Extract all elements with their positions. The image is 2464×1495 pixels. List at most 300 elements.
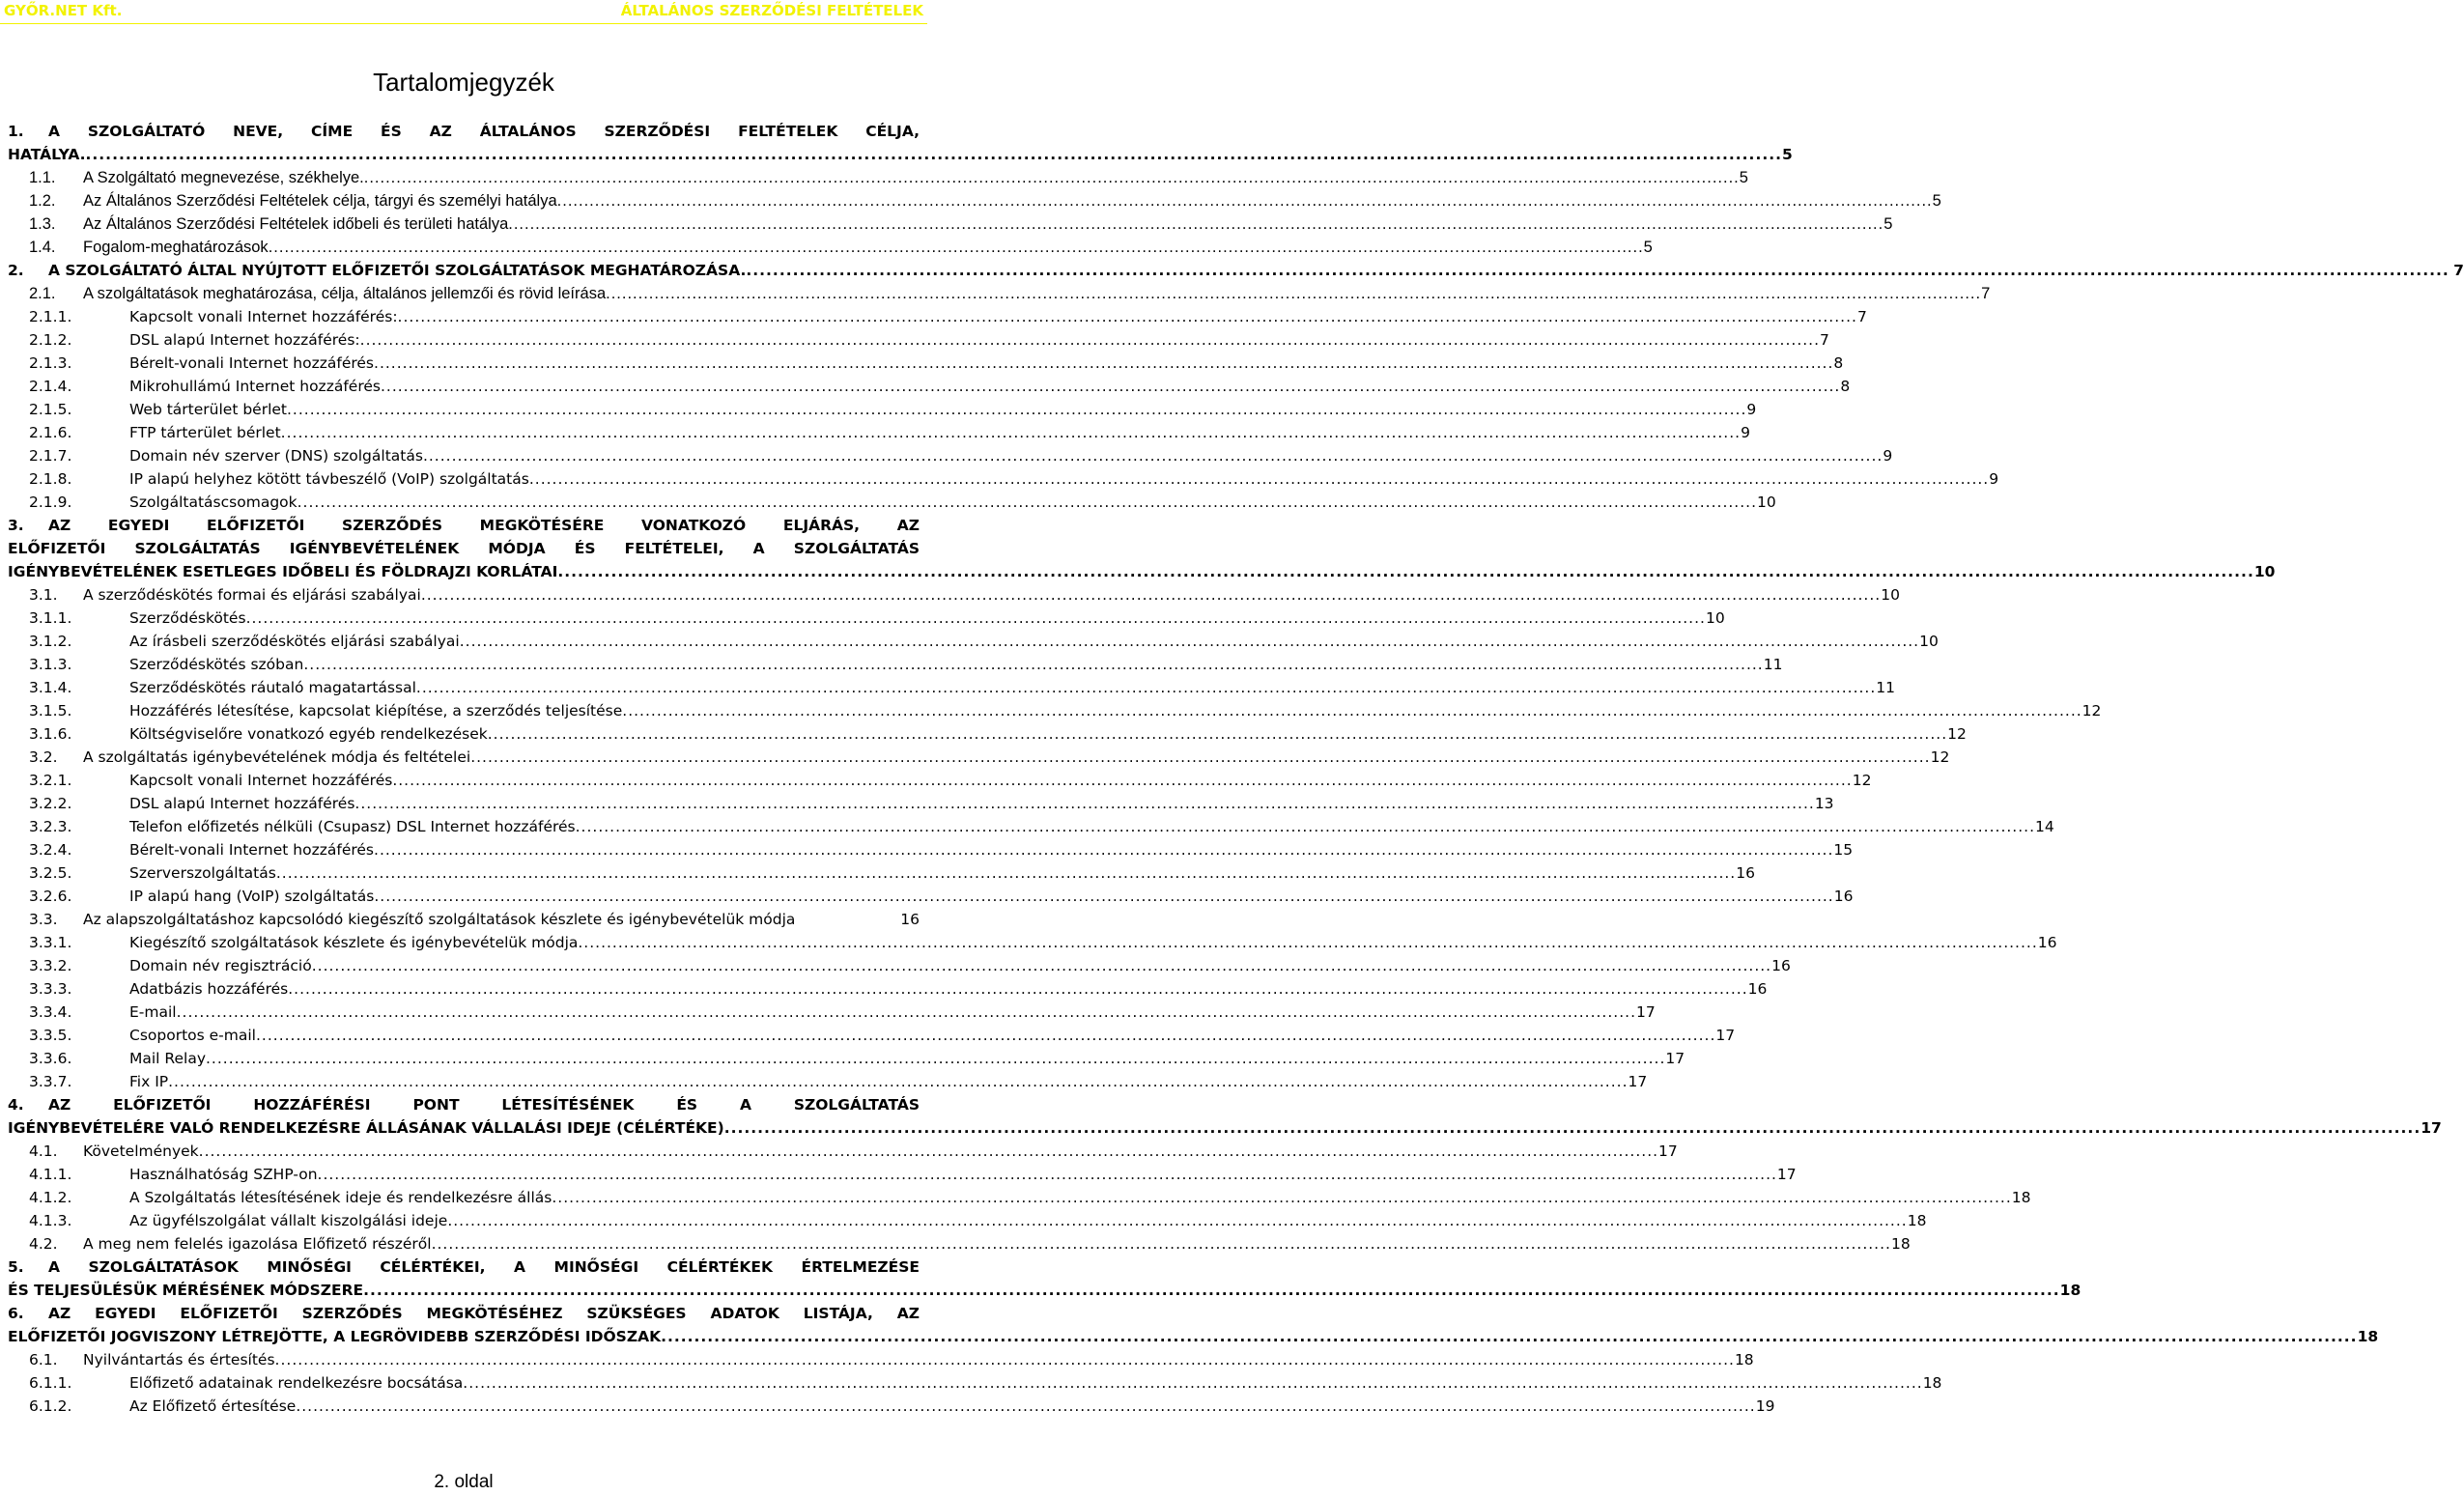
toc-entry-number: 4.1.2. [29, 1189, 72, 1206]
toc-entry[interactable] [8, 236, 1653, 259]
toc-entry[interactable] [8, 699, 2102, 722]
toc-entry[interactable] [8, 1024, 1736, 1047]
toc-entry-text: Bérelt-vonali Internet hozzáférés [129, 354, 375, 372]
toc-entry-text: Bérelt-vonali Internet hozzáférés [129, 841, 375, 859]
toc-leader-dots [622, 699, 2082, 722]
toc-leader-dots [381, 375, 1840, 398]
toc-entry-line [8, 1279, 2082, 1302]
toc-entry[interactable] [8, 444, 1893, 467]
toc-entry-number: 3.1.3. [29, 656, 72, 673]
toc-entry-line [8, 1001, 1656, 1024]
toc-entry-line [8, 143, 1793, 166]
toc-leader-dots [354, 792, 1814, 815]
toc-entry[interactable] [8, 1232, 1911, 1255]
toc-entry-line [8, 1186, 2031, 1209]
toc-leader-dots [488, 722, 1947, 746]
toc-page-number: 12 [1947, 725, 1967, 743]
toc-entry[interactable] [8, 1140, 1678, 1163]
toc-leader-dots [557, 189, 1933, 212]
toc-page-number: 5 [1782, 146, 1793, 163]
toc-page-number: 17 [1715, 1027, 1736, 1044]
toc-entry-number: 2.1. [29, 285, 56, 302]
toc-leader-dots [398, 305, 1857, 328]
toc-page-number: 7 [1856, 308, 1867, 325]
toc-entry[interactable] [8, 792, 1834, 815]
toc-entry-number: 3.3.2. [29, 957, 72, 974]
toc-entry[interactable] [8, 1163, 1797, 1186]
toc-entry-number: 3.2.6. [29, 888, 72, 905]
toc-entry-text: Szerverszolgáltatás [129, 864, 276, 882]
toc-entry[interactable] [8, 166, 1748, 189]
toc-entry[interactable] [8, 120, 1793, 166]
toc-entry[interactable] [8, 421, 1750, 444]
toc-entry-text: Költségviselőre vonatkozó egyéb rendelkezések [129, 725, 488, 743]
toc-leader-dots [432, 1232, 1891, 1255]
toc-entry-text: Mikrohullámú Internet hozzáférés [129, 378, 381, 395]
toc-entry-line [8, 1047, 1685, 1070]
toc-leader-dots [724, 1116, 2422, 1140]
toc-leader-dots [576, 815, 2035, 838]
toc-entry[interactable] [8, 467, 1999, 491]
toc-leader-dots [421, 583, 1881, 606]
toc-entry-number: 4.1.3. [29, 1212, 72, 1229]
toc-entry-number: 2.1.4. [29, 378, 72, 395]
toc-entry-number: 3. [8, 517, 24, 534]
toc-entry-number: 3.1.6. [29, 725, 72, 743]
toc-leader-dots [746, 259, 2443, 282]
toc-leader-dots [275, 1348, 1735, 1371]
toc-leader-dots [423, 444, 1883, 467]
toc-entry-text: Szerződéskötés [129, 609, 246, 627]
toc-leader-dots [296, 1395, 1755, 1418]
toc-entry-text: AZ EGYEDI ELŐFIZETŐI SZERZŐDÉS MEGKÖTÉSÉRE VONATKOZÓ ELJÁRÁS, AZ [48, 517, 920, 534]
toc-entry-line [8, 189, 1941, 212]
toc-entry-number: 3.1.5. [29, 702, 72, 719]
toc-leader-dots [470, 746, 1930, 769]
toc-page-number: 16 [2037, 934, 2057, 951]
toc-entry-text: Az alapszolgáltatáshoz kapcsolódó kiegészítő szolgáltatások készlete és igénybevételük módja [83, 911, 796, 928]
toc-entry[interactable] [8, 746, 1950, 769]
toc-leader-dots [177, 1001, 1636, 1024]
toc-entry-line [8, 653, 1783, 676]
toc-entry-number: 2.1.8. [29, 470, 72, 488]
toc-entry-number: 2.1.1. [29, 308, 72, 325]
toc-entry-line [8, 838, 1854, 861]
toc-page-number: 7 [1981, 285, 1991, 302]
toc-leader-dots [374, 352, 1833, 375]
toc-page-number: 18 [1907, 1212, 1927, 1229]
toc-entry-text: DSL alapú Internet hozzáférés: [129, 331, 360, 349]
toc-entry-line [8, 352, 1844, 375]
toc-entry-text: Kapcsolt vonali Internet hozzáférés: [129, 308, 398, 325]
toc-page-number: 12 [1852, 772, 1872, 789]
toc-entry[interactable] [8, 838, 1854, 861]
toc-entry-number: 1.3. [29, 215, 56, 233]
toc-entry-number: 1.4. [29, 239, 56, 256]
toc-entry[interactable] [8, 1186, 2031, 1209]
toc-entry-line [8, 560, 2276, 583]
page-title: Tartalomjegyzék [373, 68, 554, 97]
toc-entry[interactable] [8, 1209, 1927, 1232]
toc-entry-text: A Szolgáltató megnevezése, székhelye. [83, 169, 364, 186]
toc-entry-number: 3.3.7. [29, 1073, 72, 1090]
toc-entry[interactable] [8, 954, 1791, 977]
toc-page-number: 10 [2253, 563, 2276, 580]
toc-entry-line [8, 421, 1750, 444]
toc-entry-text: IP alapú hang (VoIP) szolgáltatás [129, 888, 375, 905]
toc-page-number: 17 [1628, 1073, 1648, 1090]
toc-page-number: 18 [2011, 1189, 2031, 1206]
toc-entry-number: 2.1.2. [29, 331, 72, 349]
toc-entry-line [8, 931, 2057, 954]
toc-entry-text: Kiegészítő szolgáltatások készlete és igénybevételük módja [129, 934, 579, 951]
toc-leader-dots [374, 838, 1833, 861]
toc-page-number: 17 [1776, 1166, 1797, 1183]
toc-entry-line [8, 212, 1893, 236]
toc-entry[interactable] [8, 1070, 1648, 1093]
toc-page-number: 16 [1771, 957, 1791, 974]
toc-entry-text: IP alapú helyhez kötött távbeszélő (VoIP) szolgáltatás [129, 470, 529, 488]
toc-entry-text: Domain név szerver (DNS) szolgáltatás [129, 447, 423, 465]
toc-entry[interactable] [8, 328, 1829, 352]
toc-entry-line [8, 166, 1748, 189]
toc-page-number: 7 [1820, 331, 1829, 349]
toc-entry[interactable] [8, 676, 1896, 699]
toc-entry[interactable] [8, 606, 1725, 630]
toc-leader-dots [416, 676, 1876, 699]
toc-entry-text: Mail Relay [129, 1050, 206, 1067]
toc-entry-line [8, 537, 920, 560]
toc-entry-text: HATÁLYA. [8, 146, 86, 163]
toc-entry-number: 2.1.9. [29, 494, 72, 511]
toc-entry-text: Adatbázis hozzáférés [129, 980, 289, 998]
toc-leader-dots [392, 769, 1852, 792]
toc-entry-text: Hozzáférés létesítése, kapcsolat kiépítése, a szerződés teljesítése [129, 702, 623, 719]
toc-entry-line [8, 491, 1776, 514]
toc-entry-number: 3.2.5. [29, 864, 72, 882]
toc-entry-line [8, 1116, 2442, 1140]
toc-page-number: 17 [2421, 1119, 2442, 1137]
toc-entry-line [8, 444, 1893, 467]
toc-page-number: 18 [1922, 1374, 1942, 1392]
toc-entry[interactable] [8, 282, 1991, 305]
toc-entry-line [8, 1232, 1911, 1255]
toc-entry-line [8, 1255, 920, 1279]
toc-entry-number: 2. [8, 262, 24, 279]
toc-entry[interactable] [8, 352, 1844, 375]
toc-page-number: 17 [1636, 1003, 1656, 1021]
toc-entry-line [8, 259, 2464, 282]
toc-entry-line [8, 120, 920, 143]
toc-page-number: 16 [1747, 980, 1768, 998]
toc-entry-text: IGÉNYBEVÉTELÉNEK ESETLEGES IDŐBELI ÉS FÖLDRAJZI KORLÁTAI [8, 563, 558, 580]
toc-entry-text: Nyilvántartás és értesítés [83, 1351, 275, 1368]
toc-entry[interactable] [8, 1047, 1685, 1070]
toc-leader-dots [447, 1209, 1907, 1232]
toc-entry-line [8, 630, 1939, 653]
toc-entry[interactable] [8, 189, 1941, 212]
toc-entry-number: 3.3.1. [29, 934, 72, 951]
toc-entry-line [8, 282, 1991, 305]
toc-page-number: 10 [1919, 633, 1939, 650]
toc-page-number: 11 [1763, 656, 1783, 673]
toc-entry-line [8, 769, 1872, 792]
toc-entry-number: 2.1.6. [29, 424, 72, 441]
toc-entry-line [8, 1209, 1927, 1232]
toc-leader-dots [288, 977, 1747, 1001]
table-of-contents [8, 120, 2464, 1418]
toc-page-number: 14 [2035, 818, 2054, 835]
toc-entry[interactable] [8, 1371, 1942, 1395]
toc-entry-number: 6. [8, 1305, 24, 1322]
toc-entry-text: ELŐFIZETŐI SZOLGÁLTATÁS IGÉNYBEVÉTELÉNEK MÓDJA ÉS FELTÉTELEI, A SZOLGÁLTATÁS [8, 540, 920, 557]
toc-leader-dots [460, 630, 1919, 653]
toc-entry-text: E-mail [129, 1003, 177, 1021]
toc-entry-number: 3.1.1. [29, 609, 72, 627]
toc-entry-number: 3.1.4. [29, 679, 72, 696]
toc-entry-line [8, 1395, 1775, 1418]
toc-entry-line [8, 1093, 920, 1116]
toc-entry-line [8, 1024, 1736, 1047]
toc-entry-text: Az Előfizető értesítése [129, 1397, 297, 1415]
toc-entry-line [8, 236, 1653, 259]
toc-entry-line [8, 1371, 1942, 1395]
toc-leader-dots [529, 467, 1989, 491]
toc-page-number: 19 [1755, 1397, 1775, 1415]
toc-entry[interactable] [8, 653, 1783, 676]
toc-entry-text: Domain név regisztráció [129, 957, 312, 974]
toc-leader-dots [318, 1163, 1777, 1186]
toc-entry-number: 3.1. [29, 586, 58, 604]
toc-entry-text: AZ ELŐFIZETŐI HOZZÁFÉRÉSI PONT LÉTESÍTÉSÉNEK ÉS A SZOLGÁLTATÁS [48, 1096, 920, 1114]
toc-entry[interactable] [8, 1348, 1754, 1371]
toc-entry-text: Telefon előfizetés nélküli (Csupasz) DSL Internet hozzáférés [129, 818, 576, 835]
toc-entry-number: 4.1. [29, 1142, 58, 1160]
toc-page-number: 10 [1757, 494, 1776, 511]
toc-entry-number: 3.3.3. [29, 980, 72, 998]
toc-entry[interactable] [8, 769, 1872, 792]
toc-entry-text: Szerződéskötés szóban [129, 656, 304, 673]
toc-entry-line [8, 792, 1834, 815]
toc-entry-line [8, 815, 2054, 838]
toc-entry-number: 3.2.4. [29, 841, 72, 859]
toc-page-number: 18 [2357, 1328, 2379, 1345]
toc-leader-dots [508, 212, 1883, 236]
toc-entry-line [8, 398, 1757, 421]
toc-entry-text: Az írásbeli szerződéskötés eljárási szabályai [129, 633, 460, 650]
toc-entry-text: Az Általános Szerződési Feltételek célja, tárgyi és személyi hatálya [83, 192, 557, 210]
toc-page-number: 18 [1890, 1235, 1911, 1253]
toc-leader-dots [297, 491, 1757, 514]
toc-leader-dots [312, 954, 1771, 977]
header-company: GYŐR.NET Kft. [4, 2, 123, 19]
toc-entry-number: 2.1.5. [29, 401, 72, 418]
toc-entry-number: 6.1.2. [29, 1397, 72, 1415]
toc-entry[interactable] [8, 977, 1768, 1001]
toc-entry-line [8, 954, 1791, 977]
toc-entry-line [8, 885, 1854, 908]
toc-leader-dots [578, 931, 2037, 954]
toc-entry-text: A SZOLGÁLTATÓ NEVE, CÍME ÉS AZ ÁLTALÁNOS SZERZŐDÉSI FELTÉTELEK CÉLJA, [48, 123, 920, 140]
toc-entry[interactable] [8, 491, 1776, 514]
toc-page-number: 5 [1643, 239, 1653, 256]
toc-entry-line [8, 977, 1768, 1001]
toc-entry-text: A SZOLGÁLTATÓ ÁLTAL NYÚJTOTT ELŐFIZETŐI SZOLGÁLTATÁSOK MEGHATÁROZÁSA. [48, 262, 747, 279]
toc-page-number: 10 [1705, 609, 1725, 627]
toc-entry[interactable] [8, 514, 2276, 583]
toc-page-number: 10 [1881, 586, 1900, 604]
toc-entry-text: IGÉNYBEVÉTELÉRE VALÓ RENDELKEZÉSRE ÁLLÁSÁNAK VÁLLALÁSI IDEJE (CÉLÉRTÉKE) [8, 1119, 724, 1137]
toc-entry-line [8, 908, 920, 931]
toc-page-number: 13 [1814, 795, 1834, 812]
toc-entry-text: AZ EGYEDI ELŐFIZETŐI SZERZŐDÉS MEGKÖTÉSÉHEZ SZÜKSÉGES ADATOK LISTÁJA, AZ [48, 1305, 920, 1322]
toc-entry[interactable] [8, 1001, 1656, 1024]
toc-entry-text: Szerződéskötés ráutaló magatartással [129, 679, 416, 696]
toc-leader-dots [246, 606, 1706, 630]
toc-entry-number: 4. [8, 1096, 24, 1114]
toc-page-number: 17 [1665, 1050, 1685, 1067]
toc-entry-line [8, 467, 1999, 491]
toc-entry[interactable] [8, 885, 1854, 908]
toc-entry-line [8, 514, 920, 537]
toc-page-number: 17 [1658, 1142, 1678, 1160]
toc-entry-number: 2.1.7. [29, 447, 72, 465]
toc-entry-text: ÉS TELJESÜLÉSÜK MÉRÉSÉNEK MÓDSZERE [8, 1282, 364, 1299]
toc-entry[interactable] [8, 722, 1967, 746]
toc-leader-dots [557, 560, 2254, 583]
toc-page-number: 11 [1876, 679, 1896, 696]
toc-entry-line [8, 1302, 920, 1325]
toc-page-number: 9 [1746, 401, 1757, 418]
toc-entry-text: A meg nem felelés igazolása Előfizető részéről [83, 1235, 432, 1253]
toc-entry[interactable] [8, 305, 1867, 328]
toc-entry-text: DSL alapú Internet hozzáférés [129, 795, 355, 812]
toc-entry[interactable] [8, 630, 1939, 653]
toc-leader-dots [168, 1070, 1628, 1093]
toc-entry-text: Csoportos e-mail [129, 1027, 256, 1044]
toc-entry-number: 6.1.1. [29, 1374, 72, 1392]
toc-entry[interactable] [8, 583, 1900, 606]
toc-page-number: 18 [2059, 1282, 2082, 1299]
toc-entry-text: Az Általános Szerződési Feltételek időbeli és területi hatálya [83, 215, 509, 233]
toc-entry-number: 3.3.5. [29, 1027, 72, 1044]
toc-entry-line [8, 746, 1950, 769]
toc-entry[interactable] [8, 931, 2057, 954]
toc-entry[interactable] [8, 908, 920, 931]
toc-leader-dots [374, 885, 1833, 908]
toc-entry-number: 3.2.3. [29, 818, 72, 835]
toc-leader-dots [552, 1186, 2011, 1209]
toc-entry-number: 3.2. [29, 748, 58, 766]
toc-page-number: 9 [1883, 447, 1893, 465]
toc-entry-line [8, 1163, 1797, 1186]
toc-entry[interactable] [8, 1395, 1775, 1418]
toc-page-number: 5 [1739, 169, 1748, 186]
toc-entry-number: 3.3.6. [29, 1050, 72, 1067]
toc-entry-text: Követelmények [83, 1142, 199, 1160]
toc-leader-dots [303, 653, 1763, 676]
toc-entry-number: 5. [8, 1258, 24, 1276]
toc-entry-line [8, 676, 1896, 699]
toc-entry-line [8, 606, 1725, 630]
toc-leader-dots [206, 1047, 1665, 1070]
toc-entry-text: A SZOLGÁLTATÁSOK MINŐSÉGI CÉLÉRTÉKEI, A MINŐSÉGI CÉLÉRTÉKEK ÉRTELMEZÉSE [48, 1258, 920, 1276]
toc-page-number: 5 [1932, 192, 1941, 210]
toc-entry-text: A szerződéskötés formai és eljárási szabályai [83, 586, 421, 604]
toc-entry[interactable] [8, 375, 1851, 398]
toc-leader-dots [287, 398, 1746, 421]
toc-entry-line [8, 861, 1755, 885]
toc-entry-number: 3.3. [29, 911, 58, 928]
toc-page-number: 15 [1833, 841, 1854, 859]
toc-page-number: 18 [1734, 1351, 1754, 1368]
toc-entry-number: 4.2. [29, 1235, 58, 1253]
toc-entry-line [8, 1070, 1648, 1093]
toc-entry-line [8, 699, 2102, 722]
toc-entry[interactable] [8, 815, 2054, 838]
toc-entry-number: 2.1.3. [29, 354, 72, 372]
toc-entry-line [8, 375, 1851, 398]
toc-leader-dots [281, 421, 1741, 444]
toc-entry-line [8, 328, 1829, 352]
toc-leader-dots [364, 166, 1740, 189]
toc-entry-line [8, 1140, 1678, 1163]
toc-leader-dots [256, 1024, 1715, 1047]
toc-entry-line [8, 1325, 2379, 1348]
toc-entry-number: 1.2. [29, 192, 56, 210]
header-divider [0, 23, 927, 24]
toc-leader-dots [463, 1371, 1922, 1395]
toc-entry-number: 3.1.2. [29, 633, 72, 650]
toc-page-number: 8 [1833, 354, 1844, 372]
toc-entry[interactable] [8, 259, 2464, 282]
toc-page-number: 9 [1989, 470, 1999, 488]
toc-entry-text: Web tárterület bérlet [129, 401, 287, 418]
toc-entry-line [8, 1348, 1754, 1371]
toc-entry-text: Előfizető adatainak rendelkezésre bocsátása [129, 1374, 464, 1392]
toc-leader-dots [360, 328, 1820, 352]
toc-leader-dots [661, 1325, 2358, 1348]
toc-entry[interactable] [8, 212, 1893, 236]
page-number: 2. oldal [434, 1472, 494, 1492]
toc-entry-text: FTP tárterület bérlet [129, 424, 281, 441]
toc-leader-dots [606, 282, 1981, 305]
toc-entry[interactable] [8, 1255, 2082, 1302]
toc-entry-number: 4.1.1. [29, 1166, 72, 1183]
toc-page-number: 16 [900, 911, 920, 928]
toc-entry-line [8, 583, 1900, 606]
toc-entry[interactable] [8, 1302, 2379, 1348]
toc-page-number: 9 [1741, 424, 1750, 441]
toc-leader-dots [86, 143, 1783, 166]
toc-entry-text: A szolgáltatás igénybevételének módja és feltételei [83, 748, 471, 766]
toc-entry[interactable] [8, 1093, 2442, 1140]
toc-page-number: 16 [1736, 864, 1755, 882]
toc-entry-text: Fogalom-meghatározások [83, 239, 269, 256]
toc-page-number: . 7 [2442, 262, 2464, 279]
toc-entry[interactable] [8, 398, 1757, 421]
toc-entry-number: 3.2.2. [29, 795, 72, 812]
toc-entry[interactable] [8, 861, 1755, 885]
toc-entry-line [8, 305, 1867, 328]
toc-entry-number: 3.3.4. [29, 1003, 72, 1021]
toc-entry-number: 6.1. [29, 1351, 58, 1368]
header-doc-title: ÁLTALÁNOS SZERZŐDÉSI FELTÉTELEK [620, 2, 923, 19]
toc-entry-text: Az ügyfélszolgálat vállalt kiszolgálási ideje [129, 1212, 448, 1229]
toc-leader-dots [363, 1279, 2060, 1302]
toc-entry-number: 1. [8, 123, 24, 140]
toc-page-number: 16 [1833, 888, 1854, 905]
